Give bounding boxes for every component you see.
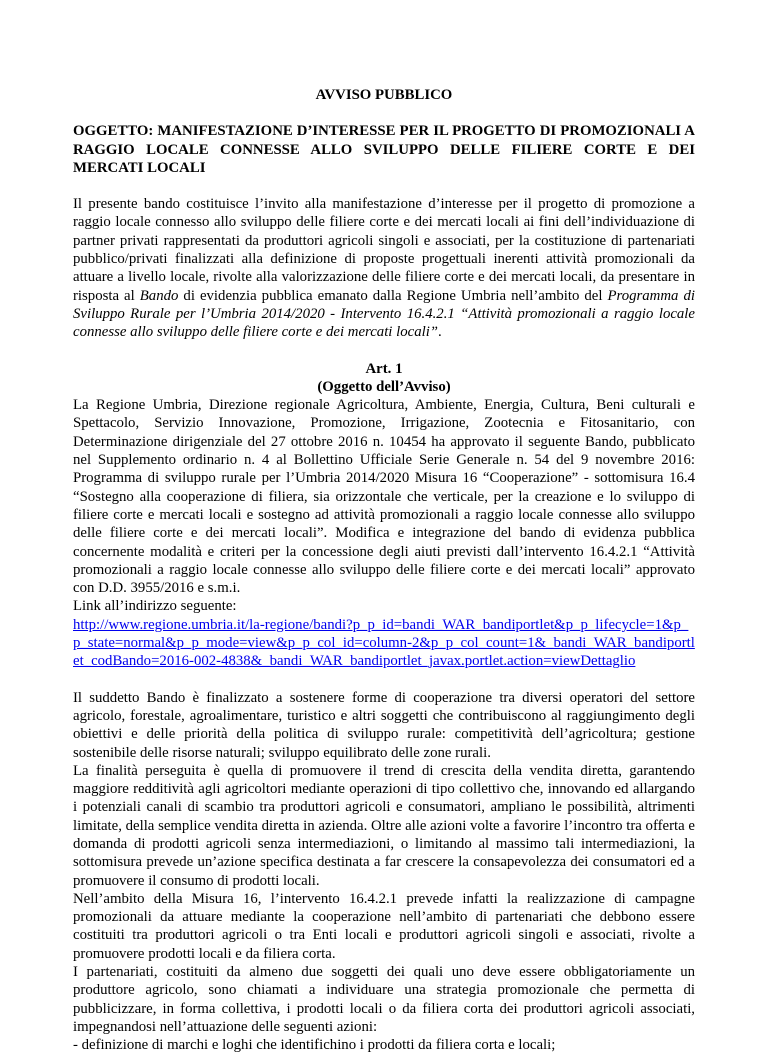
article-paragraph-4: Nell’ambito della Misura 16, l’intervento 16.4.2.1 prevede infatti la realizzazione di campagne promozionali da attuare mediante la cooperazione nell’ambito di partenariati che debbono essere costituiti tra produttori agricoli o tra Enti locali e produttori agricoli singoli e associati, rivolte a promuovere prodotti locali e da filiera corta. xyxy=(73,890,695,962)
link-label: Link all’indirizzo seguente: xyxy=(73,598,237,615)
article-paragraph-1: La Regione Umbria, Direzione regionale Agricoltura, Ambiente, Energia, Cultura, Beni culturali e Spettacolo, Servizio Innovazione, Promozione, Irrigazione, Zootecnia e Fitosanitario, con Determinazione dirigenziale del 27 ottobre 2016 n. 10454 ha approvato il seguente Bando, pubblicato nel Supplemento ordinario n. 4 al Bollettino Ufficiale Serie Generale n. 54 del 9 novembre 2016: Programma di sviluppo rurale per l’Umbria 2014/2020 Misura 16 “Cooperazione” - sottomisura 16.4 “Sostegno alla cooperazione di filiera, sia orizzontale che verticale, per la creazione e lo sviluppo di filiere corte e mercati locali e sostegno ad attività promozionali a raggio locale connesse allo sviluppo delle filiere corte e dei mercati locali”. Modifica e integrazione del bando di evidenza pubblica concernente modalità e criteri per la concessione degli aiuti previsti dall’intervento 16.4.2.1 “Attività promozionali a raggio locale connesse allo sviluppo delle filiere corte e dei mercati locali” approvato con D.D. 3955/2016 e s.m.i. xyxy=(73,397,695,597)
article-bullet-1: - definizione di marchi e loghi che identifichino i prodotti da filiera corta e locali; xyxy=(73,1037,556,1054)
article-heading: (Oggetto dell’Avviso) xyxy=(317,378,451,395)
article-paragraph-5: I partenariati, costituiti da almeno due soggetti dei quali uno deve essere obbligatoriamente un produttore agricolo, sono chiamati a individuare una strategia promozionale che permetta di pubblicizzare, in forma collettiva, i prodotti locali o da filiera corta dei produttori agricoli associati, impegnandosi nell’attuazione delle seguenti azioni: xyxy=(73,964,695,1035)
document-title: AVVISO PUBBLICO xyxy=(315,87,453,103)
bando-link[interactable]: http://www.regione.umbria.it/la-regione/bandi?p_p_id=bandi_WAR_bandiportlet&p_p_lifecycle=1&p_p_state=normal&p_p_mode=view&p_p_col_id=column-2&p_p_col_count=1&_bandi_WAR_bandiportlet_codBando=2016-002-4838&_bandi_WAR_bandiportlet_javax.portlet.action=viewDettaglio xyxy=(73,616,695,670)
intro-paragraph: Il presente bando costituisce l’invito alla manifestazione d’interesse per il progetto di promozione a raggio locale connesso allo sviluppo delle filiere corte e dei mercati locali ai fini dell’individuazione di partner privati rappresentati da produttori agricoli singoli e associati, per la costituzione di partenariati pubblico/privati finalizzati alla definizione di proposte progettuali inerenti attività promozionali da attuare a livello locale, rivolte alla valorizzazione delle filiere corte e dei mercati locali, da presentare in risposta al Bando di evidenzia pubblica emanato dalla Regione Umbria nell’ambito del Programma di Sviluppo Rurale per l’Umbria 2014/2020 - Intervento 16.4.2.1 “Attività promozionali a raggio locale connesse allo sviluppo delle filiere corte e dei mercati locali”. xyxy=(73,196,695,341)
article-number: Art. 1 xyxy=(365,360,403,377)
article-paragraph-3: La finalità perseguita è quella di promuovere il trend di crescita della vendita diretta, garantendo maggiore redditività agli agricoltori mediante operazioni di tipo collettivo che, innovando ed allargando i potenziali canali di scambio tra produttori agricoli e consumatori, ampliano le possibilità, altrimenti limitate, della semplice vendita diretta in azienda. Oltre alle azioni volte a favorire l’incontro tra offerta e domanda di prodotti agricoli senza intermediazioni, o limitando al massimo tali intermediazioni, la sottomisura prevede un’azione specifica destinata a far crescere la consapevolezza dei consumatori ed a promuovere il consumo di prodotti locali. xyxy=(73,762,695,889)
article-paragraph-2: Il suddetto Bando è finalizzato a sostenere forme di cooperazione tra diversi operatori del settore agricolo, forestale, agroalimentare, turistico e altri soggetti che contribuiscono al raggiungimento degli obiettivi e delle priorità della politica di sviluppo rurale: competitività dell’agricoltura; gestione sostenibile delle risorse naturali; sviluppo equilibrato delle zone rurali. xyxy=(73,689,695,761)
document-subject: OGGETTO: MANIFESTAZIONE D’INTERESSE PER IL PROGETTO DI PROMOZIONALI A RAGGIO LOCALE CONNESSE ALLO SVILUPPO DELLE FILIERE CORTE E DEI MERCATI LOCALI xyxy=(73,123,695,176)
